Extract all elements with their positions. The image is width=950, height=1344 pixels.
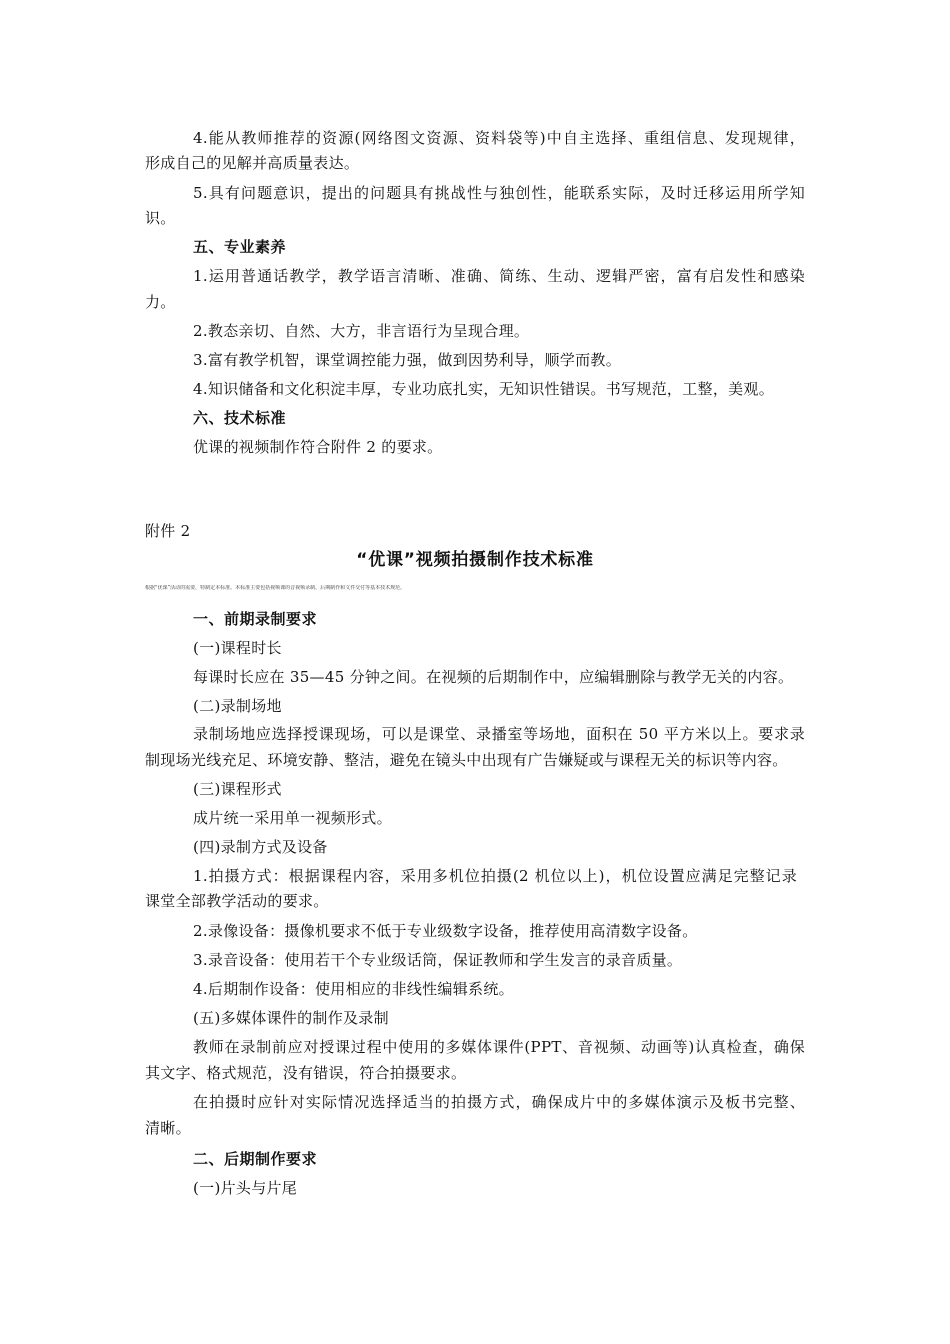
part-1-sub-4-item-1-line-1: 1.拍摄方式：根据课程内容，采用多机位拍摄(2 机位以上)，机位设置应满足完整记录 — [193, 867, 797, 885]
part-1-sub-4-item-1-line-2: 课堂全部教学活动的要求。 — [145, 892, 329, 910]
part-1-sub-5-para-2-line-2: 清晰。 — [145, 1119, 191, 1137]
part-1-sub-5-para-2-line-1: 在拍摄时应针对实际情况选择适当的拍摄方式，确保成片中的多媒体演示及板书完整、 — [193, 1093, 805, 1111]
criterion-4-line-1: 4.能从教师推荐的资源(网络图文资源、资料袋等)中自主选择、重组信息、发现规律， — [193, 129, 805, 147]
document-title: “优课”视频拍摄制作技术标准 — [356, 550, 594, 570]
criterion-4-line-2: 形成自己的见解并高质量表达。 — [145, 154, 360, 172]
part-1-sub-5-para-1-line-2: 其文字、格式规范，没有错误，符合拍摄要求。 — [145, 1064, 467, 1082]
part-1-sub-2-line-2: 制现场光线充足、环境安静、整洁，避免在镜头中出现有广告嫌疑或与课程无关的标识等内容。 — [145, 751, 788, 769]
part-1-sub-1-heading: (一)课程时长 — [193, 639, 282, 657]
part-1-sub-4-item-4: 4.后期制作设备：使用相应的非线性编辑系统。 — [193, 980, 514, 998]
part-1-sub-4-item-3: 3.录音设备：使用若干个专业级话筒，保证教师和学生发言的录音质量。 — [193, 951, 683, 969]
criterion-5-line-1: 5.具有问题意识，提出的问题具有挑战性与独创性，能联系实际，及时迁移运用所学知 — [193, 184, 805, 202]
attachment-label: 附件 2 — [145, 522, 191, 540]
section-5-item-4: 4.知识储备和文化积淀丰厚，专业功底扎实，无知识性错误。书写规范，工整，美观。 — [193, 380, 775, 398]
part-1-sub-3-heading: (三)课程形式 — [193, 780, 282, 798]
part-1-heading: 一、前期录制要求 — [193, 610, 318, 628]
criterion-5-line-2: 识。 — [145, 209, 176, 227]
section-5-item-3: 3.富有教学机智，课堂调控能力强，做到因势利导，顺学而教。 — [193, 351, 622, 369]
part-1-sub-4-heading: (四)录制方式及设备 — [193, 838, 328, 856]
part-1-sub-3-text: 成片统一采用单一视频形式。 — [193, 809, 392, 827]
part-2-heading: 二、后期制作要求 — [193, 1150, 318, 1168]
part-1-sub-5-heading: (五)多媒体课件的制作及录制 — [193, 1009, 389, 1027]
section-5-item-1-line-1: 1.运用普通话教学，教学语言清晰、准确、简练、生动、逻辑严密，富有启发性和感染 — [193, 267, 805, 285]
section-6-heading: 六、技术标准 — [193, 409, 287, 427]
part-1-sub-2-line-1: 录制场地应选择授课现场，可以是课堂、录播室等场地，面积在 50 平方米以上。要求录 — [193, 725, 805, 743]
section-6-text: 优课的视频制作符合附件 2 的要求。 — [193, 438, 443, 456]
part-1-sub-1-text: 每课时长应在 35—45 分钟之间。在视频的后期制作中，应编辑删除与教学无关的内容。 — [193, 668, 794, 686]
part-1-sub-2-heading: (二)录制场地 — [193, 697, 282, 715]
intro-note: 根据“优课”活动的需要，特制定本标准。本标准主要包括视频课的音视频录制、后期制作和文件交付等基本技术规范。 — [145, 585, 406, 591]
section-5-heading: 五、专业素养 — [193, 238, 287, 256]
part-1-sub-5-para-1-line-1: 教师在录制前应对授课过程中使用的多媒体课件(PPT、音视频、动画等)认真检查，确保 — [193, 1038, 805, 1056]
section-5-item-1-line-2: 力。 — [145, 293, 176, 311]
part-2-sub-1-heading: (一)片头与片尾 — [193, 1179, 298, 1197]
section-5-item-2: 2.教态亲切、自然、大方，非言语行为呈现合理。 — [193, 322, 530, 340]
part-1-sub-4-item-2: 2.录像设备：摄像机要求不低于专业级数字设备，推荐使用高清数字设备。 — [193, 922, 698, 940]
